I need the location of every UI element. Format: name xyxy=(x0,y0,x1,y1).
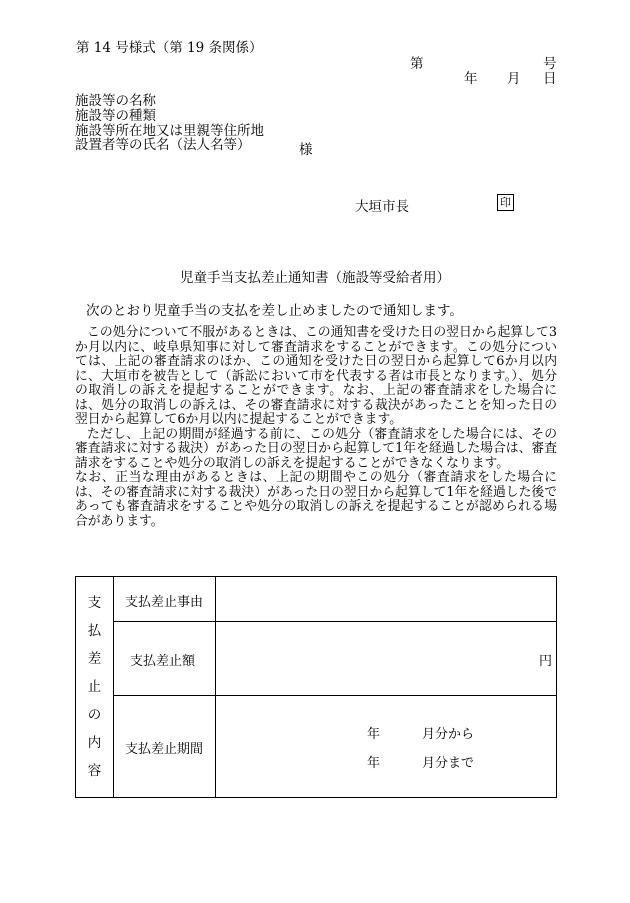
addressee-facility-name: 施設等の名称 xyxy=(75,93,156,109)
document-number-label: 第 xyxy=(410,56,424,72)
table-divider xyxy=(113,577,114,797)
period-from-month: 月分から xyxy=(422,727,475,742)
group-label-char: 払 xyxy=(87,623,102,639)
reason-value[interactable] xyxy=(225,577,555,621)
appeal-notice-paragraph-2: ただし、上記の期間が経過する前に、この処分（審査請求をした場合には、その審査請求に対する裁決）があった日の翌日から起算して1年を経過した場合は、審査請求をすることや処分の取消しの訴えを提起することができなくなります。 xyxy=(75,426,557,471)
amount-label: 支払差止額 xyxy=(130,654,196,669)
addressee-honorific: 様 xyxy=(299,142,313,158)
group-label-char: の xyxy=(87,707,102,723)
period-label: 支払差止期間 xyxy=(125,742,204,757)
group-label-char: 差 xyxy=(87,651,102,667)
seal-mark: 印 xyxy=(497,194,514,211)
intro-sentence: 次のとおり児童手当の支払を差し止めましたので通知します。 xyxy=(86,303,463,319)
addressee-founder-name: 設置者等の氏名（法人名等） xyxy=(75,137,251,153)
table-divider xyxy=(113,695,556,696)
amount-unit: 円 xyxy=(539,654,553,669)
date-month: 月 xyxy=(507,71,521,87)
amount-value[interactable] xyxy=(225,621,525,695)
table-group-label xyxy=(76,577,113,797)
date-day: 日 xyxy=(543,71,557,87)
form-number: 第 14 号様式（第 19 条関係） xyxy=(76,40,263,56)
group-label-char: 内 xyxy=(87,735,102,751)
date-year: 年 xyxy=(464,71,478,87)
period-from-year: 年 xyxy=(367,727,381,742)
document-number-suffix: 号 xyxy=(543,56,557,72)
period-to-year: 年 xyxy=(367,756,381,771)
sender-name: 大垣市長 xyxy=(355,199,409,215)
addressee-facility-address: 施設等所在地又は里親等住所地 xyxy=(75,123,264,139)
table-divider xyxy=(215,577,216,797)
group-label-char: 容 xyxy=(87,763,102,779)
appeal-notice xyxy=(75,326,557,529)
document-title: 児童手当支払差止通知書（施設等受給者用） xyxy=(180,270,450,286)
addressee-facility-type: 施設等の種類 xyxy=(75,108,156,124)
group-label-char: 支 xyxy=(87,595,102,611)
group-label-char: 止 xyxy=(87,679,102,695)
suspension-details-table xyxy=(75,576,557,798)
appeal-notice-paragraph-3: なお、正当な理由があるときは、上記の期間やこの処分（審査請求をした場合には、その審査請求に対する裁決）があった日の翌日から起算して1年を経過した後であっても審査請求をすることや処分の取消しの訴えを提起することが認められる場合があります。 xyxy=(75,470,557,529)
period-to-month: 月分まで xyxy=(422,756,475,771)
reason-label: 支払差止事由 xyxy=(125,595,204,610)
appeal-notice-paragraph-1: この処分について不服があるときは、この通知書を受けた日の翌日から起算して3か月以内に、岐阜県知事に対して審査請求をすることができます。この処分については、上記の審査請求のほか、この通知を受けた日の翌日から起算して6か月以内に、大垣市を被告として（訴訟において市を代表する者は市長となります。）、処分の取消しの訴えを提起することができます。なお、上記の審査請求をした場合には、処分の取消しの訴えは、その審査請求に対する裁決があったことを知った日の翌日から起算して6か月以内に提起することができます。 xyxy=(75,325,557,427)
